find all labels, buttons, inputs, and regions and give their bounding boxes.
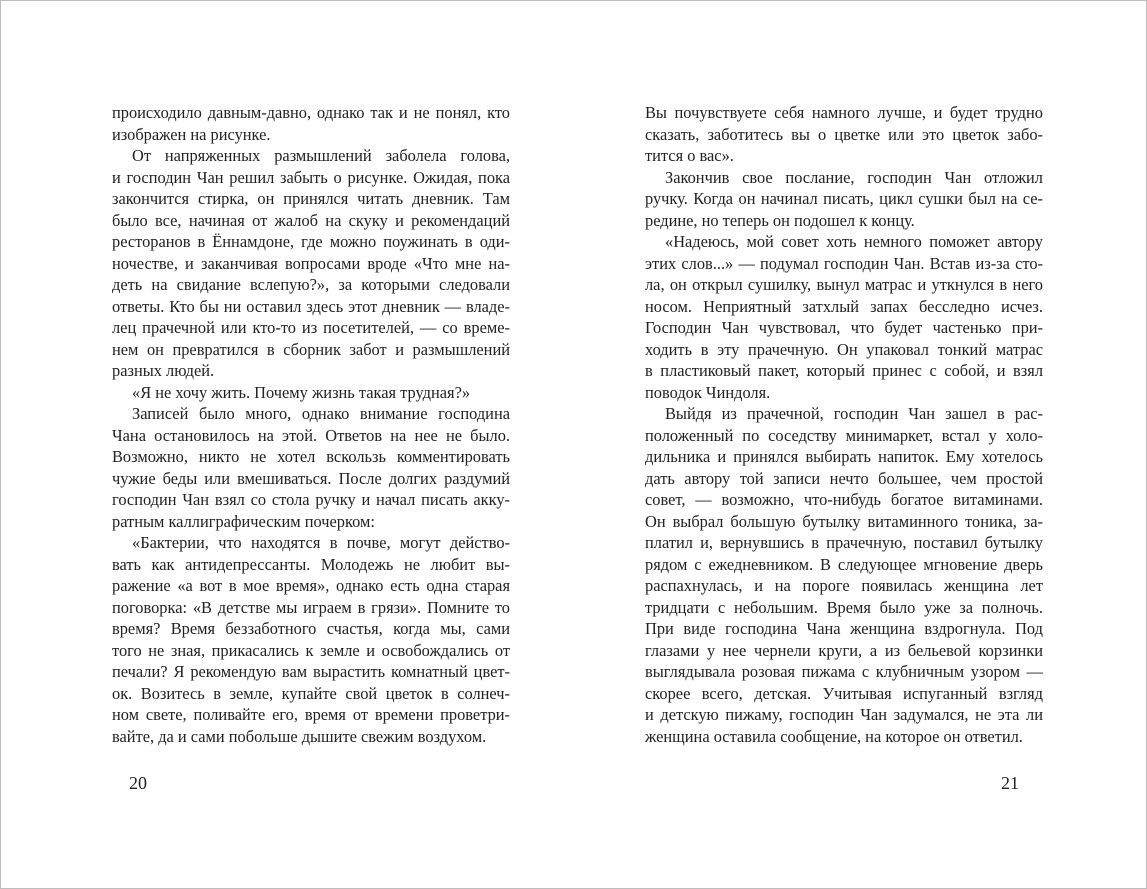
text-line: лец прачечной или кто-то из посетителей, — со време- bbox=[112, 318, 510, 337]
text-line: сказать, заботитесь вы о цветке или это цветок забо- bbox=[645, 124, 1043, 144]
text-line: время? Время беззаботного счастья, когда мы, сами bbox=[112, 619, 510, 638]
text-line: Записей было много, однако внимание господина bbox=[132, 404, 510, 423]
paragraph bbox=[645, 102, 1043, 167]
text-line: нем он превратился в сборник забот и размышлений bbox=[112, 339, 510, 359]
text-line: ок. Возитесь в земле, купайте свой цветок в солнеч- bbox=[112, 683, 510, 703]
text-line: положенный по соседству минимаркет, встал у холо- bbox=[645, 425, 1043, 445]
text-line: «Бактерии, что находятся в почве, могут действо- bbox=[132, 533, 510, 552]
text-line: ратным каллиграфическим почерком: bbox=[112, 511, 375, 531]
text-line: глазами у нее чернели круги, а из бельевой корзинки bbox=[645, 640, 1043, 660]
text-line: При виде господина Чана женщина вздрогнула. Под bbox=[645, 619, 1043, 638]
text-line: ражение «а вот в мое время», однако есть одна старая bbox=[112, 576, 510, 595]
left-page bbox=[112, 102, 510, 747]
text-line: женщина оставила сообщение, на которое он ответил. bbox=[645, 726, 1023, 746]
text-line: выглядывала розовая пижама с клубничным узором — bbox=[645, 662, 1043, 681]
right-page bbox=[645, 102, 1043, 747]
page-number-right: 21 bbox=[1001, 773, 1019, 793]
text-line: ла, он открыл сушилку, вынул матрас и уткнулся в него bbox=[645, 275, 1043, 294]
text-line: происходило давным-давно, однако так и не понял, кто bbox=[112, 103, 510, 122]
text-line: ответы. Кто бы ни оставил здесь этот дневник — владе- bbox=[112, 296, 510, 316]
text-line: платил и, вернувшись в прачечную, поставил бутылку bbox=[645, 533, 1043, 552]
text-line: изображен на рисунке. bbox=[112, 124, 271, 144]
paragraph bbox=[112, 102, 510, 145]
paragraph bbox=[645, 231, 1043, 403]
paragraph bbox=[112, 145, 510, 382]
text-line: От напряженных размышлений заболела голова, bbox=[132, 146, 510, 165]
text-line: Закончив свое послание, господин Чан отложил bbox=[665, 167, 1043, 187]
page-number-left: 20 bbox=[129, 773, 147, 793]
text-line: ночестве, и заканчивая вопросами вроде «Что мне на- bbox=[112, 253, 510, 273]
text-line: дильника и принялся выбирать напиток. Ему хотелось bbox=[645, 447, 1043, 466]
text-line: носом. Неприятный затхлый запах бесследно исчез. bbox=[645, 296, 1043, 316]
text-line: ном свете, поливайте его, время от времени проветри- bbox=[112, 705, 510, 724]
paragraph bbox=[112, 382, 510, 404]
text-line: господин Чан взял со стола ручку и начал писать акку- bbox=[112, 490, 510, 509]
text-line: разных людей. bbox=[112, 361, 215, 380]
text-line: и господин Чан решил забыть о рисунке. Ожидая, пока bbox=[112, 167, 510, 187]
text-line: рядом с ежедневником. В следующее мгновение дверь bbox=[645, 554, 1043, 574]
text-line: в пластиковый пакет, который принес с собой, и взял bbox=[645, 361, 1043, 380]
text-line: поводок Чиндоля. bbox=[645, 382, 771, 402]
text-line: совет, — возможно, что-нибудь богатое витаминами. bbox=[645, 490, 1043, 509]
text-line: Выйдя из прачечной, господин Чан зашел в рас- bbox=[665, 404, 1043, 423]
text-line: было все, начиная от жалоб на скуку и рекомендаций bbox=[112, 210, 510, 230]
text-line: ручку. Когда он начинал писать, цикл сушки был на се- bbox=[645, 189, 1043, 208]
text-line: тридцати с небольшим. Время было уже за полночь. bbox=[645, 597, 1043, 617]
text-line: «Надеюсь, мой совет хоть немного поможет автору bbox=[665, 232, 1043, 251]
text-line: Чана остановилось на этой. Ответов на нее не было. bbox=[112, 425, 510, 445]
text-line: печали? Я рекомендую вам вырастить комнатный цвет- bbox=[112, 662, 510, 681]
text-line: вайте, да и сами побольше дышите свежим воздухом. bbox=[112, 726, 487, 746]
text-line: деть на свидание вслепую?», за которыми следовали bbox=[112, 275, 510, 294]
text-line: вать как антидепрессанты. Молодежь не любит вы- bbox=[112, 554, 510, 574]
text-line: тится о вас». bbox=[645, 146, 734, 165]
paragraph bbox=[112, 403, 510, 532]
text-line: дать автору той записи нечто большее, чем простой bbox=[645, 468, 1043, 488]
text-line: поговорка: «В детстве мы играем в грязи». Помните то bbox=[112, 597, 510, 617]
text-line: «Я не хочу жить. Почему жизнь такая трудная?» bbox=[132, 382, 471, 402]
text-line: распахнулась, и на пороге появилась женщина лет bbox=[645, 576, 1043, 595]
text-line: редине, но теперь он подошел к концу. bbox=[645, 210, 915, 230]
text-line: закончится стирка, он принялся читать дневник. Там bbox=[112, 189, 510, 208]
text-line: Вы почувствуете себя намного лучше, и будет трудно bbox=[645, 103, 1043, 122]
text-line: и детскую пижаму, господин Чан задумался, не эта ли bbox=[645, 705, 1043, 724]
paragraph bbox=[645, 167, 1043, 232]
text-line: скорее всего, детская. Учитывая испуганный взгляд bbox=[645, 683, 1043, 703]
text-line: Возможно, никто не хотел вскользь комментировать bbox=[112, 447, 510, 466]
paragraph bbox=[645, 403, 1043, 747]
text-line: ресторанов в Ённамдоне, где можно поужинать в оди- bbox=[112, 232, 510, 251]
text-line: того не зная, прикасались к земле и освобождались от bbox=[112, 640, 510, 660]
text-line: Он выбрал большую бутылку витаминного тоника, за- bbox=[645, 511, 1043, 531]
text-line: этих слов...» — подумал господин Чан. Встав из-за сто- bbox=[645, 253, 1043, 273]
text-line: ходить в эту прачечную. Он упаковал тонкий матрас bbox=[645, 339, 1043, 359]
text-line: Господин Чан чувствовал, что будет частенько при- bbox=[645, 318, 1043, 337]
text-line: чужие беды или вмешиваться. После долгих раздумий bbox=[112, 468, 510, 488]
paragraph bbox=[112, 532, 510, 747]
